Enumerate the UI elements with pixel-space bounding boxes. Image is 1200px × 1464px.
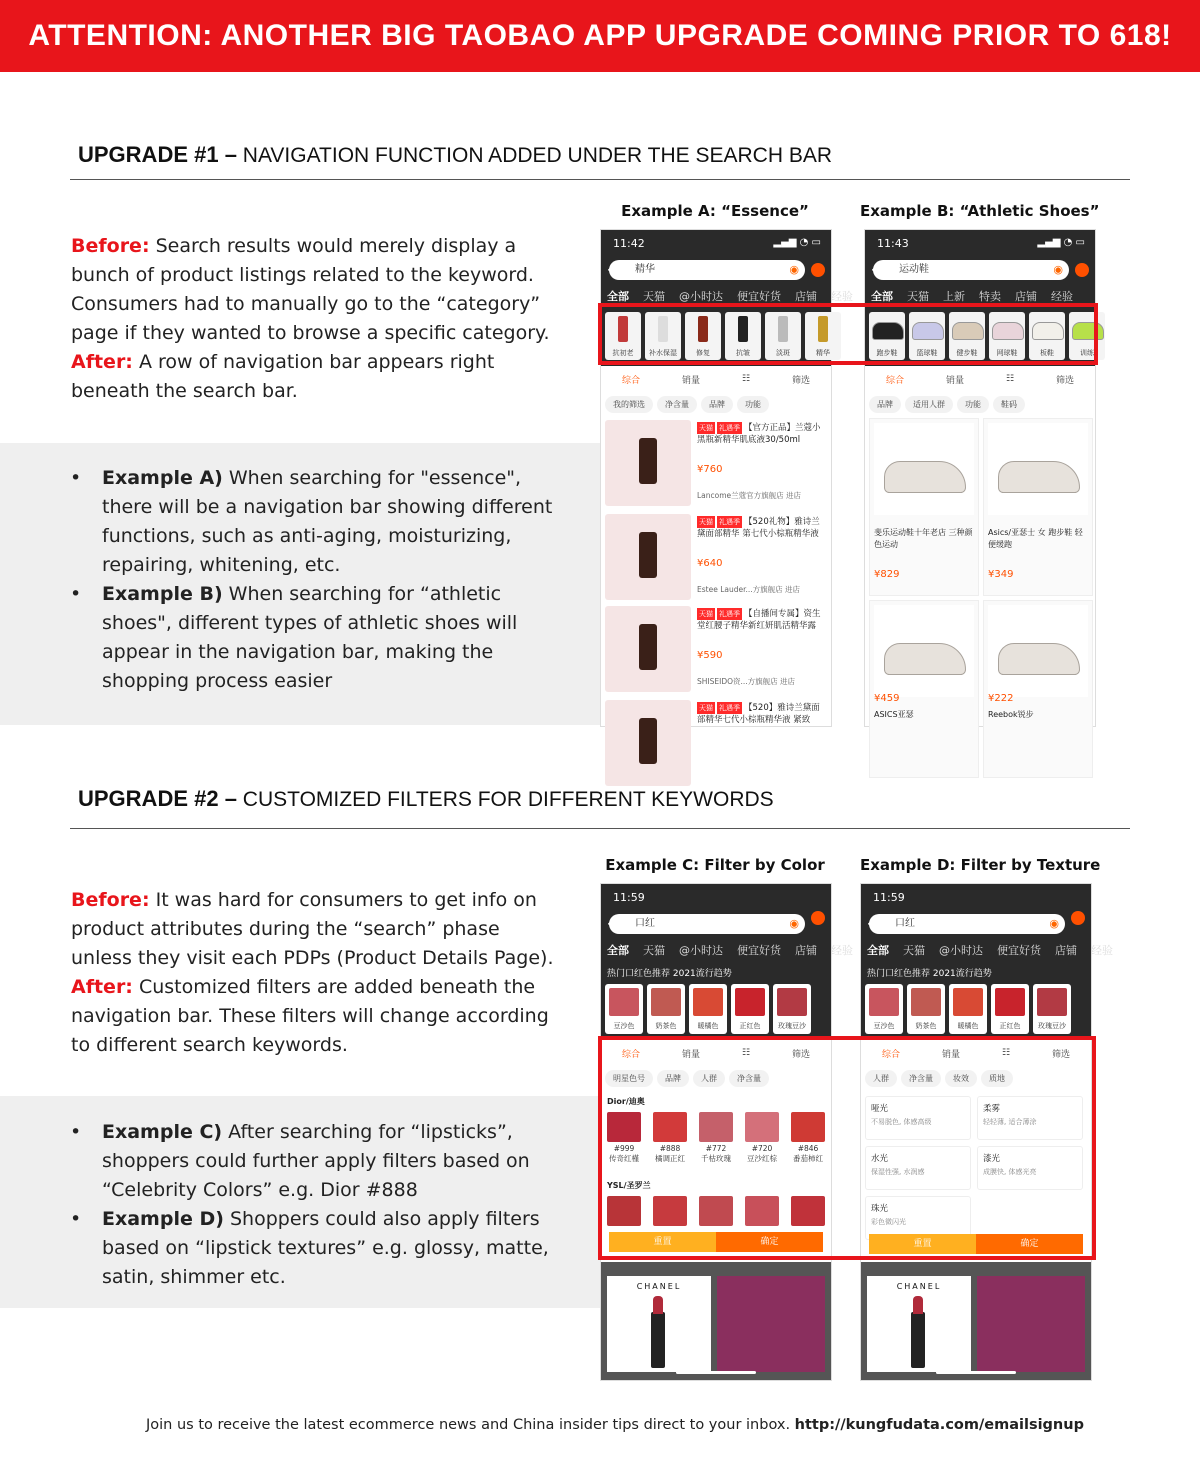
tab[interactable]: 经验 — [1091, 944, 1113, 957]
home-indicator — [936, 1371, 1016, 1374]
listing-title — [697, 702, 825, 726]
color-code: #772 — [705, 1144, 727, 1153]
chanel-logo-text: CHANEL — [896, 1282, 942, 1291]
back-arrow-icon[interactable]: ‹ — [607, 262, 613, 278]
color-name: 豆沙红棕 — [747, 1154, 777, 1163]
confirm-button[interactable]: 确定 — [976, 1234, 1083, 1254]
color-swatch-row — [605, 984, 831, 1034]
product-listing[interactable] — [605, 514, 827, 600]
card-price: ¥459 — [874, 693, 900, 704]
listing-price: ¥760 — [697, 464, 723, 475]
example-a-label: Example A: “Essence” — [621, 202, 809, 220]
sort-sales[interactable]: 销量 — [945, 375, 964, 386]
filter-chip[interactable]: 明星色号 — [605, 1070, 653, 1087]
status-icons: ▂▄▆ ◔ ▭ — [1037, 237, 1085, 248]
swatch-label: 正红色 — [999, 1022, 1021, 1030]
divider — [70, 828, 1130, 829]
filter-chip[interactable]: 品牌 — [657, 1070, 689, 1087]
filter-chips — [605, 396, 831, 413]
swatch-label: 豆沙色 — [613, 1022, 635, 1030]
search-input[interactable] — [609, 260, 805, 280]
card-price: ¥222 — [988, 693, 1014, 704]
texture-name: 珠光 — [871, 1204, 889, 1214]
lipstick-icon — [651, 1312, 665, 1368]
tab[interactable]: 经验 — [1051, 290, 1073, 303]
filter-chip[interactable]: 功能 — [957, 396, 989, 413]
swatch-label: 暖橘色 — [697, 1022, 719, 1030]
product-card[interactable] — [869, 600, 979, 778]
nav-label: 健步鞋 — [956, 349, 978, 357]
nav-label: 板鞋 — [1040, 349, 1054, 357]
ad-banner[interactable] — [601, 1262, 831, 1380]
swatch-label: 豆沙色 — [873, 1022, 895, 1030]
filter-chip[interactable]: 质地 — [981, 1070, 1013, 1087]
texture-desc: 彩色微闪光 — [871, 1218, 906, 1226]
product-card[interactable] — [869, 418, 979, 596]
card-title: Asics/亚瑟士 女 跑步鞋 轻便缓跑 — [988, 528, 1083, 549]
view-toggle-icon[interactable]: ☷ — [741, 1048, 751, 1058]
tmall-tag: 天猫 — [699, 610, 713, 618]
filter-button[interactable]: 筛选 — [1052, 1049, 1071, 1060]
tab[interactable]: @小时达 — [939, 944, 983, 957]
swatch-label: 玫瑰豆沙 — [778, 1022, 806, 1030]
view-toggle-icon[interactable]: ☷ — [741, 374, 751, 384]
chanel-ad — [607, 1276, 711, 1372]
tab[interactable]: 便宜好货 — [737, 944, 781, 957]
bullet-example-c — [70, 1118, 550, 1205]
tab[interactable]: 店铺 — [795, 944, 817, 957]
filter-button[interactable]: 筛选 — [1056, 375, 1075, 386]
listing-store[interactable]: Estee Lauder...方旗舰店 进店 — [697, 585, 801, 594]
filter-chip[interactable]: 鞋码 — [993, 396, 1025, 413]
filter-chip[interactable]: 功能 — [737, 396, 769, 413]
promo-tag: 礼遇季 — [719, 518, 740, 526]
color-trend-heading: 热门口红色推荐 2021流行趋势 — [607, 969, 732, 979]
color-trend-heading: 热门口红色推荐 2021流行趋势 — [867, 969, 992, 979]
texture-desc: 不易脱色, 体感高级 — [871, 1118, 932, 1126]
product-thumbnail — [605, 514, 691, 600]
listing-title — [697, 422, 825, 446]
sort-sales[interactable]: 销量 — [681, 1049, 700, 1060]
color-swatch[interactable] — [731, 984, 769, 1034]
texture-name: 哑光 — [871, 1104, 889, 1114]
shoe-image — [874, 605, 974, 697]
ysl-ad — [717, 1276, 825, 1372]
lipstick-icon — [911, 1312, 925, 1368]
title-text: 【自播间专属】资生堂红腰子精华新红妍肌活精华露 — [697, 609, 821, 631]
upgrade-1-title-bold: UPGRADE #1 – — [78, 142, 237, 167]
tab[interactable]: 经验 — [831, 944, 853, 957]
search-input[interactable] — [869, 914, 1065, 934]
sort-default[interactable]: 综合 — [881, 1049, 900, 1060]
phone-header — [601, 884, 853, 1036]
before-text: It was hard for consumers to get info on product attributes during the “search” phase unless they visit each PDPs (Product Details Page). — [71, 889, 554, 969]
navigation-highlight-box — [598, 303, 1098, 365]
filter-button[interactable]: 筛选 — [792, 375, 811, 386]
color-swatch[interactable] — [773, 984, 811, 1034]
after-label: After: — [71, 976, 133, 998]
product-listing[interactable] — [605, 700, 827, 786]
ysl-ad — [977, 1276, 1085, 1372]
before-text: Search results would merely display a bunch of product listings related to the keyword. Consumers had to manually go to the “category” page if they wanted to browse a specific category. — [71, 235, 550, 344]
listing-title — [697, 608, 825, 632]
camera-icon[interactable]: ◉ — [789, 917, 799, 930]
status-time: 11:59 — [613, 891, 645, 904]
tab[interactable]: 便宜好货 — [737, 290, 781, 303]
swatch-color — [735, 988, 765, 1016]
status-time: 11:43 — [877, 237, 909, 250]
title-text: 【520礼物】雅诗兰黛面部精华 第七代小棕瓶精华液 — [697, 517, 820, 539]
product-thumbnail — [605, 606, 691, 692]
promo-tag: 礼遇季 — [719, 610, 740, 618]
confirm-button[interactable]: 确定 — [716, 1232, 823, 1252]
tmall-tag: 天猫 — [699, 424, 713, 432]
upgrade-2-title-bold: UPGRADE #2 – — [78, 786, 237, 811]
tab[interactable]: 店铺 — [795, 290, 817, 303]
tab[interactable]: 全部 — [867, 944, 889, 957]
bullet-bold: Example C) — [102, 1121, 223, 1143]
swatch-color — [777, 988, 807, 1016]
color-code: #888 — [659, 1144, 681, 1153]
swatch-color — [911, 988, 941, 1016]
texture-name: 漆光 — [983, 1154, 1001, 1164]
nav-label: 抗初老 — [612, 349, 634, 357]
example-c-label: Example C: Filter by Color — [605, 856, 825, 874]
after-text: A row of navigation bar appears right beneath the search bar. — [71, 351, 495, 402]
listing-title — [697, 516, 825, 540]
nav-label: 网球鞋 — [996, 349, 1018, 357]
tab[interactable]: 全部 — [871, 290, 893, 303]
camera-icon[interactable]: ◉ — [1053, 263, 1063, 276]
nav-label: 篮球鞋 — [916, 349, 938, 357]
back-arrow-icon[interactable]: ‹ — [867, 916, 873, 932]
before-label: Before: — [71, 235, 150, 257]
color-name: 番茄柿红 — [793, 1154, 823, 1163]
nav-label: 修复 — [696, 349, 710, 357]
status-time: 11:59 — [873, 891, 905, 904]
color-code: #720 — [751, 1144, 773, 1153]
tab[interactable]: 天猫 — [907, 290, 929, 303]
swatch-color — [869, 988, 899, 1016]
color-name: 橘调正红 — [655, 1154, 685, 1163]
example-b-label: Example B: “Athletic Shoes” — [860, 202, 1100, 220]
bullet-example-a — [70, 464, 575, 580]
after-text: Customized filters are added beneath the navigation bar. These filters will change according to different search keywords. — [71, 976, 549, 1056]
color-swatch[interactable] — [1033, 984, 1071, 1034]
filter-chip[interactable]: 净含量 — [901, 1070, 941, 1087]
tab[interactable]: 经验 — [831, 290, 853, 303]
sort-bar — [601, 368, 831, 390]
color-name: 传奇红槿 — [609, 1154, 639, 1163]
card-price: ¥829 — [874, 569, 900, 580]
after-label: After: — [71, 351, 133, 373]
tab[interactable]: 特卖 — [979, 290, 1001, 303]
card-title: ASICS亚瑟 — [874, 710, 914, 719]
tab[interactable]: 全部 — [607, 290, 629, 303]
swatch-color — [693, 988, 723, 1016]
product-listing[interactable] — [605, 420, 827, 506]
bullet-bold: Example D) — [102, 1208, 224, 1230]
color-swatch[interactable] — [949, 984, 987, 1034]
upgrade-1-description — [71, 232, 571, 406]
sort-default[interactable]: 综合 — [621, 375, 640, 386]
swatch-color — [953, 988, 983, 1016]
swatch-label: 正红色 — [739, 1022, 761, 1030]
swatch-color — [609, 988, 639, 1016]
upgrade-2-bullets — [70, 1118, 550, 1292]
brand-heading-ysl: YSL/圣罗兰 — [607, 1181, 651, 1190]
nav-label: 抗皱 — [736, 349, 750, 357]
search-query: 精华 — [635, 264, 655, 275]
phone-header — [861, 884, 1113, 1036]
tab[interactable]: 店铺 — [1055, 944, 1077, 957]
texture-desc: 成膜快, 体感光亮 — [983, 1168, 1037, 1176]
result-tabs — [871, 288, 1095, 304]
tab[interactable]: 店铺 — [1015, 290, 1037, 303]
divider — [70, 179, 1130, 180]
swatch-color — [995, 988, 1025, 1016]
filter-chip[interactable]: 适用人群 — [905, 396, 953, 413]
card-title: 斐乐运动鞋十年老店 三种颜色运动 — [874, 528, 973, 549]
nav-label: 补水保湿 — [649, 349, 677, 357]
swatch-color — [651, 988, 681, 1016]
tab[interactable]: 天猫 — [643, 944, 665, 957]
tab[interactable]: @小时达 — [679, 290, 723, 303]
filter-button[interactable]: 筛选 — [792, 1049, 811, 1060]
title-text: 【520】雅诗兰黛面部精华七代小棕瓶精华液 紧致 — [697, 703, 820, 725]
swatch-label: 奶茶色 — [915, 1022, 937, 1030]
color-swatch[interactable] — [907, 984, 945, 1034]
upgrade-2-description — [71, 886, 561, 1060]
filter-chip[interactable]: 人群 — [865, 1070, 897, 1087]
color-swatch[interactable] — [991, 984, 1029, 1034]
texture-name: 水光 — [871, 1154, 889, 1164]
sort-default[interactable]: 综合 — [885, 375, 904, 386]
nav-label: 跑步鞋 — [876, 349, 898, 357]
swatch-color — [1037, 988, 1067, 1016]
product-thumbnail — [605, 700, 691, 786]
bullet-example-b — [70, 580, 575, 696]
color-code: #846 — [797, 1144, 819, 1153]
listing-price: ¥590 — [697, 650, 723, 661]
camera-icon[interactable]: ◉ — [789, 263, 799, 276]
filter-chips — [869, 396, 1095, 413]
reset-button[interactable]: 重置 — [869, 1234, 976, 1254]
upgrade-1-title-rest: NAVIGATION FUNCTION ADDED UNDER THE SEARCH BAR — [236, 144, 833, 167]
menu-icon[interactable] — [811, 263, 825, 277]
card-title: Reebok锐步 — [988, 710, 1034, 719]
search-query: 运动鞋 — [899, 264, 929, 275]
card-price: ¥349 — [988, 569, 1014, 580]
menu-icon[interactable] — [1075, 263, 1089, 277]
listing-price: ¥640 — [697, 558, 723, 569]
product-listing[interactable] — [605, 606, 827, 692]
menu-icon[interactable] — [1071, 911, 1085, 925]
product-thumbnail — [605, 420, 691, 506]
attention-banner: ATTENTION: ANOTHER BIG TAOBAO APP UPGRADE COMING PRIOR TO 618! — [0, 0, 1200, 72]
shoe-image — [988, 605, 1088, 697]
color-code: #999 — [613, 1144, 635, 1153]
upgrade-1-title — [78, 142, 832, 168]
texture-desc: 保湿性强, 水润感 — [871, 1168, 925, 1176]
nav-label: 淡斑 — [776, 349, 790, 357]
example-d-label: Example D: Filter by Texture — [860, 856, 1101, 874]
filter-chip[interactable]: 人群 — [693, 1070, 725, 1087]
tab[interactable]: 天猫 — [643, 290, 665, 303]
tmall-tag: 天猫 — [699, 704, 713, 712]
tab[interactable]: 全部 — [607, 944, 629, 957]
search-input[interactable] — [873, 260, 1069, 280]
color-swatch[interactable] — [647, 984, 685, 1034]
texture-desc: 轻轻薄, 适合薄涂 — [983, 1118, 1037, 1126]
shoe-image — [874, 423, 974, 515]
before-label: Before: — [71, 889, 150, 911]
sort-sales[interactable]: 销量 — [681, 375, 700, 386]
view-toggle-icon[interactable]: ☷ — [1001, 1048, 1011, 1058]
chanel-logo-text: CHANEL — [636, 1282, 682, 1291]
color-swatch-row — [865, 984, 1091, 1034]
camera-icon[interactable]: ◉ — [1049, 917, 1059, 930]
tab[interactable]: 上新 — [943, 290, 965, 303]
filter-chip[interactable]: 品牌 — [701, 396, 733, 413]
color-swatch[interactable] — [689, 984, 727, 1034]
upgrade-2-title — [78, 786, 774, 812]
ad-banner[interactable] — [861, 1262, 1091, 1380]
status-time: 11:42 — [613, 237, 645, 250]
sort-bar — [865, 368, 1095, 390]
bullet-bold: Example B) — [102, 583, 223, 605]
product-card[interactable] — [983, 600, 1093, 778]
title-text: 【官方正品】兰蔻小黑瓶新精华肌底液30/50ml — [697, 423, 821, 445]
sort-default[interactable]: 综合 — [621, 1049, 640, 1060]
view-toggle-icon[interactable]: ☷ — [1005, 374, 1015, 384]
brand-heading-dior: Dior/迪奥 — [607, 1097, 645, 1106]
result-tabs — [867, 942, 1113, 958]
bullet-text: When searching for “athletic shoes", different types of athletic shoes will appear in the navigation bar, making the shopping process easier — [102, 583, 518, 692]
promo-tag: 礼遇季 — [719, 704, 740, 712]
swatch-label: 奶茶色 — [655, 1022, 677, 1030]
back-arrow-icon[interactable]: ‹ — [871, 262, 877, 278]
tab[interactable]: @小时达 — [679, 944, 723, 957]
shoe-image — [988, 423, 1088, 515]
menu-icon[interactable] — [811, 911, 825, 925]
upgrade-2-title-rest: CUSTOMIZED FILTERS FOR DIFFERENT KEYWORDS — [236, 788, 774, 811]
color-name: 千枯玫瑰 — [701, 1154, 731, 1163]
back-arrow-icon[interactable]: ‹ — [607, 916, 613, 932]
color-swatch[interactable] — [865, 984, 903, 1034]
swatch-label: 暖橘色 — [957, 1022, 979, 1030]
tab[interactable]: 便宜好货 — [997, 944, 1041, 957]
nav-label: 精华 — [816, 349, 830, 357]
color-swatch[interactable] — [605, 984, 643, 1034]
footer-signup — [146, 1417, 1084, 1433]
status-icons: ▂▄▆ ◔ ▭ — [773, 237, 821, 248]
chanel-ad — [867, 1276, 971, 1372]
result-tabs — [607, 942, 853, 958]
product-card[interactable] — [983, 418, 1093, 596]
listing-store[interactable]: Lancome兰蔻官方旗舰店 进店 — [697, 491, 802, 500]
signup-link[interactable]: http://kungfudata.com/emailsignup — [794, 1417, 1084, 1433]
bullet-text: Shoppers could also apply filters based on “lipstick textures” e.g. glossy, matte, satin, shimmer etc. — [102, 1208, 549, 1288]
tmall-tag: 天猫 — [699, 518, 713, 526]
filter-chip[interactable]: 净含量 — [729, 1070, 769, 1087]
search-input[interactable] — [609, 914, 805, 934]
upgrade-1-bullets — [70, 464, 575, 696]
search-query: 口红 — [895, 918, 915, 929]
bullet-text: When searching for "essence", there will be a navigation bar showing different functions, such as anti-aging, moisturizing, repairing, whitening, etc. — [102, 467, 553, 576]
promo-tag: 礼遇季 — [719, 424, 740, 432]
filter-chip[interactable]: 品牌 — [869, 396, 901, 413]
tab[interactable]: 天猫 — [903, 944, 925, 957]
search-query: 口红 — [635, 918, 655, 929]
texture-name: 柔雾 — [983, 1104, 1001, 1114]
filter-chip[interactable]: 净含量 — [657, 396, 697, 413]
sort-sales[interactable]: 销量 — [941, 1049, 960, 1060]
filter-chip[interactable]: 妆效 — [945, 1070, 977, 1087]
bullet-bold: Example A) — [102, 467, 223, 489]
footer-text: Join us to receive the latest ecommerce news and China insider tips direct to your inbox. — [146, 1417, 795, 1433]
reset-button[interactable]: 重置 — [609, 1232, 716, 1252]
result-tabs — [607, 288, 853, 304]
nav-label: 训练 — [1080, 349, 1094, 357]
bullet-example-d — [70, 1205, 550, 1292]
bullet-text: After searching for “lipsticks”, shoppers could further apply filters based on “Celebrity Colors” e.g. Dior #888 — [102, 1121, 530, 1201]
listing-store[interactable]: SHISEIDO资...方旗舰店 进店 — [697, 677, 796, 686]
filter-chip[interactable]: 我的筛选 — [605, 396, 653, 413]
filter-highlight-box — [598, 1036, 1096, 1260]
swatch-label: 玫瑰豆沙 — [1038, 1022, 1066, 1030]
home-indicator — [676, 1371, 756, 1374]
